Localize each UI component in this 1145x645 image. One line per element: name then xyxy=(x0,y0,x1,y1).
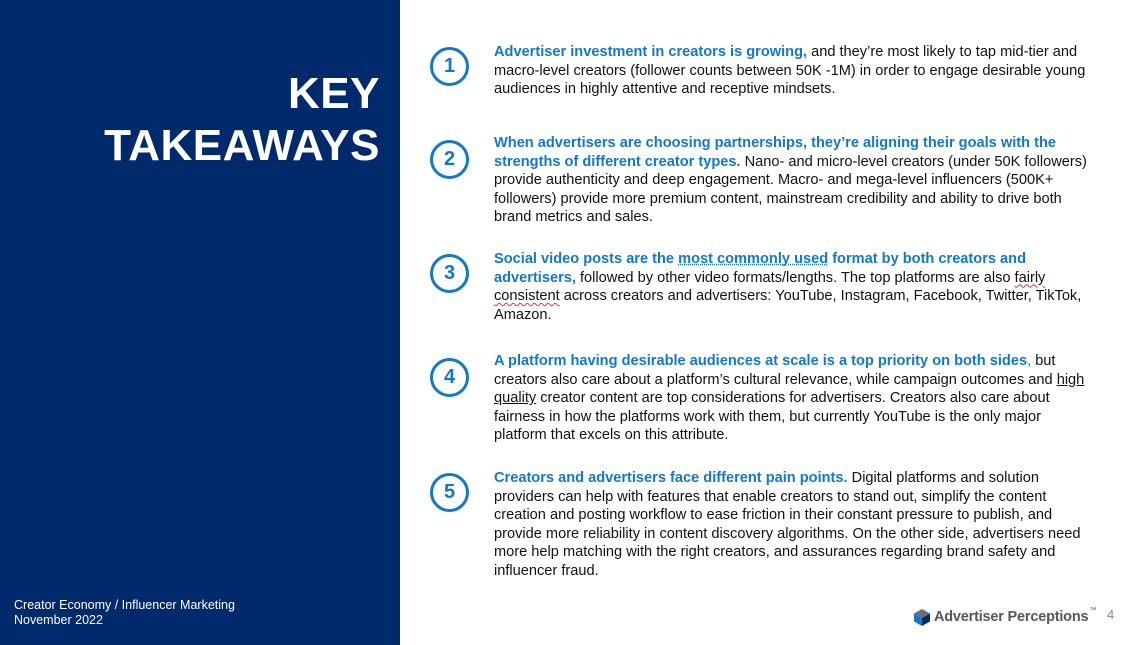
underlined-phrase: high quality xyxy=(494,371,1085,407)
title-line-2: TAKEAWAYS xyxy=(104,121,380,170)
takeaway-text xyxy=(494,134,1094,227)
takeaway-text xyxy=(494,352,1094,445)
footer-line-1: Creator Economy / Influencer Marketing xyxy=(14,598,235,612)
cube-logo-icon xyxy=(914,609,930,626)
trademark: ™ xyxy=(1089,607,1097,614)
number-badge: 4 xyxy=(430,358,469,397)
highlight-underlined-phrase: most commonly used xyxy=(678,251,829,267)
takeaway-text xyxy=(494,250,1094,324)
spellcheck-marked-phrase: fairly consistent xyxy=(494,269,1046,305)
number-badge: 5 xyxy=(430,473,469,512)
footer-line-2: November 2022 xyxy=(14,613,103,627)
takeaway-body: followed by other video formats/lengths. The top platforms are also xyxy=(575,269,1015,286)
takeaway-body: and they’re most likely to tap mid-tier and macro-level creators (follower counts between 50K -1M) in order to engage desirable young audiences in highly attentive and receptive mindsets. xyxy=(494,44,1086,98)
takeaway-highlight: A platform having desirable audiences at scale is a top priority on both sides xyxy=(494,353,1028,369)
takeaway-body: across creators and advertisers: YouTube, Instagram, Facebook, Twitter, TikTok, Amazon. xyxy=(494,288,1082,323)
takeaway-highlight: When advertisers are choosing partnerships, they’re aligning their goals with the strengths of different creator types. xyxy=(494,135,1056,170)
number-badge: 2 xyxy=(430,140,469,179)
highlight-part: Social video posts are the xyxy=(494,251,679,267)
brand-name: Advertiser Perceptions xyxy=(934,609,1089,625)
takeaway-body: but creators also care about a platform’s cultural relevance, while campaign outcomes and xyxy=(494,353,1057,388)
page-number: 4 xyxy=(1107,607,1115,622)
takeaway-body: creator content are top considerations for advertisers. Creators also care about fairness in how the platforms work with them, but currently YouTube is the only major platform that excels on this attribute. xyxy=(494,390,1050,444)
number-badge: 3 xyxy=(430,254,469,293)
number-badge: 1 xyxy=(430,47,469,86)
highlight-part: format by both creators and advertisers, xyxy=(494,251,1026,286)
title-line-1: KEY xyxy=(288,69,380,118)
brand-logo xyxy=(914,607,1096,627)
takeaway-highlight: Creators and advertisers face different pain points. xyxy=(494,470,848,486)
takeaway-body: Nano- and micro-level creators (under 50K followers) provide authenticity and deep engagement. Macro- and mega-level influencers (500K+ followers) provide more premium content, mainstream credibility and ability to drive both brand metrics and sales. xyxy=(494,153,1087,226)
takeaway-highlight: Advertiser investment in creators is growing, xyxy=(494,44,808,60)
takeaway-text xyxy=(494,43,1094,99)
takeaway-body: Digital platforms and solution providers can help with features that enable creators to stand out, simplify the content creation and posting workflow to ease friction in their constant pressure to publish, and provide more reliability in content discovery algorithms. On the other side, advertisers need more help matching with the right creators, and assurances regarding brand safety and influencer fraud. xyxy=(494,470,1081,579)
takeaway-highlight-comma: , xyxy=(1027,353,1032,369)
takeaway-text xyxy=(494,469,1094,581)
